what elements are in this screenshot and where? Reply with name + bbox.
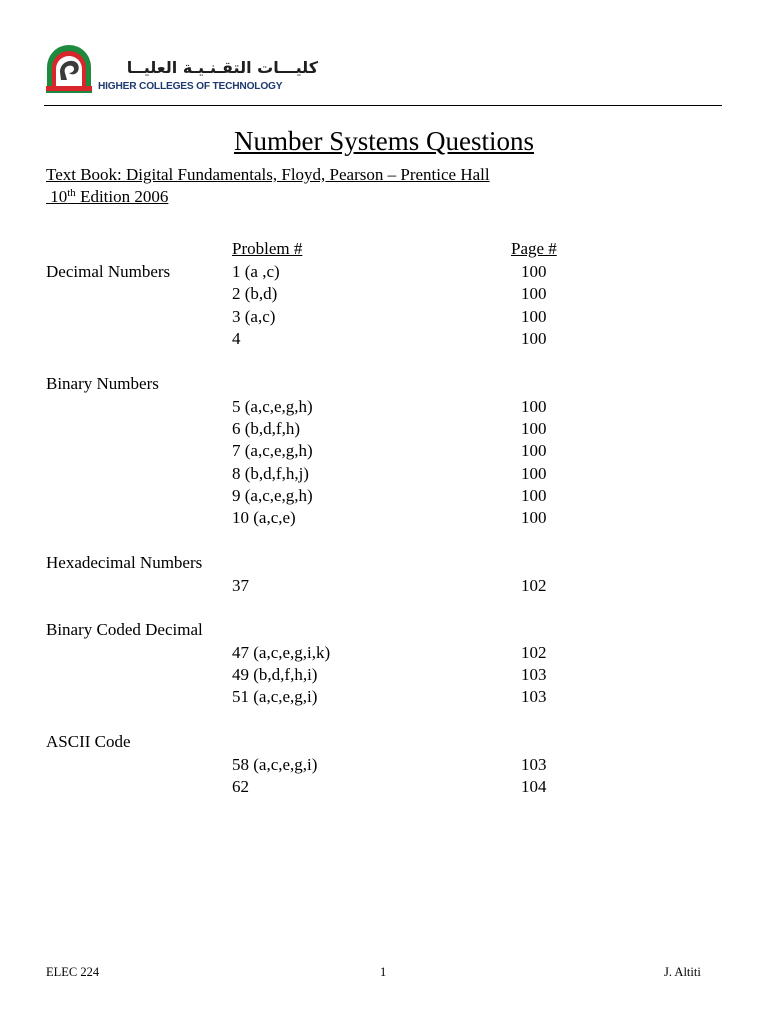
page-cell: 104 [521,777,547,796]
document-header [44,42,722,106]
problem-cell: 4 [232,329,241,348]
page-cell: 100 [521,441,547,460]
problem-cell: 3 (a,c) [232,307,276,326]
problem-cell: 58 (a,c,e,g,i) [232,755,318,774]
page-column-header: Page # [511,239,557,258]
footer-page-number: 1 [380,965,387,979]
edition-text: Edition 2006 [75,187,169,206]
page-cell: 100 [521,419,547,438]
page-cell: 103 [521,755,547,774]
page-cell: 100 [521,307,547,326]
footer-author: J. Altiti [664,965,701,979]
edition-line [46,186,168,208]
page-cell: 103 [521,687,547,706]
edition-number: 10 [50,187,68,206]
edition-suffix: th [67,187,76,199]
page-cell: 100 [521,486,547,505]
logo-english-wordmark: HIGHER COLLEGES OF TECHNOLOGY [98,81,283,92]
section-label: Hexadecimal Numbers [46,553,203,572]
page-cell: 100 [521,262,547,281]
header-divider [44,105,722,106]
problem-cell: 1 (a ,c) [232,262,280,281]
page-cell: 102 [521,643,547,662]
section-label: Decimal Numbers [46,262,171,281]
page-cell: 100 [521,329,547,348]
textbook-line: Text Book: Digital Fundamentals, Floyd, Pearson – Prentice Hall [46,165,490,184]
college-logo-icon [44,42,94,94]
page-cell: 100 [521,397,547,416]
page-cell: 102 [521,576,547,595]
problem-cell: 51 (a,c,e,g,i) [232,687,318,706]
problem-cell: 7 (a,c,e,g,h) [232,441,313,460]
footer-course-code: ELEC 224 [46,965,100,979]
page-cell: 100 [521,464,547,483]
section-label: ASCII Code [46,732,131,751]
problem-cell: 10 (a,c,e) [232,508,296,527]
problem-cell: 8 (b,d,f,h,j) [232,464,309,483]
problem-cell: 5 (a,c,e,g,h) [232,397,313,416]
section-label: Binary Numbers [46,374,159,393]
problem-cell: 62 [232,777,249,796]
problem-cell: 2 (b,d) [232,284,278,303]
document-title: Number Systems Questions [234,126,534,156]
problem-cell: 9 (a,c,e,g,h) [232,486,313,505]
section-label: Binary Coded Decimal [46,620,203,639]
page-cell: 103 [521,665,547,684]
page-cell: 100 [521,284,547,303]
problem-cell: 49 (b,d,f,h,i) [232,665,318,684]
problem-column-header: Problem # [232,239,303,258]
page-cell: 100 [521,508,547,527]
problem-cell: 47 (a,c,e,g,i,k) [232,643,331,662]
problem-cell: 6 (b,d,f,h) [232,419,300,438]
logo-arabic-wordmark: كليـــات التقـنـيـة العليــا [126,58,318,77]
problem-cell: 37 [232,576,249,595]
